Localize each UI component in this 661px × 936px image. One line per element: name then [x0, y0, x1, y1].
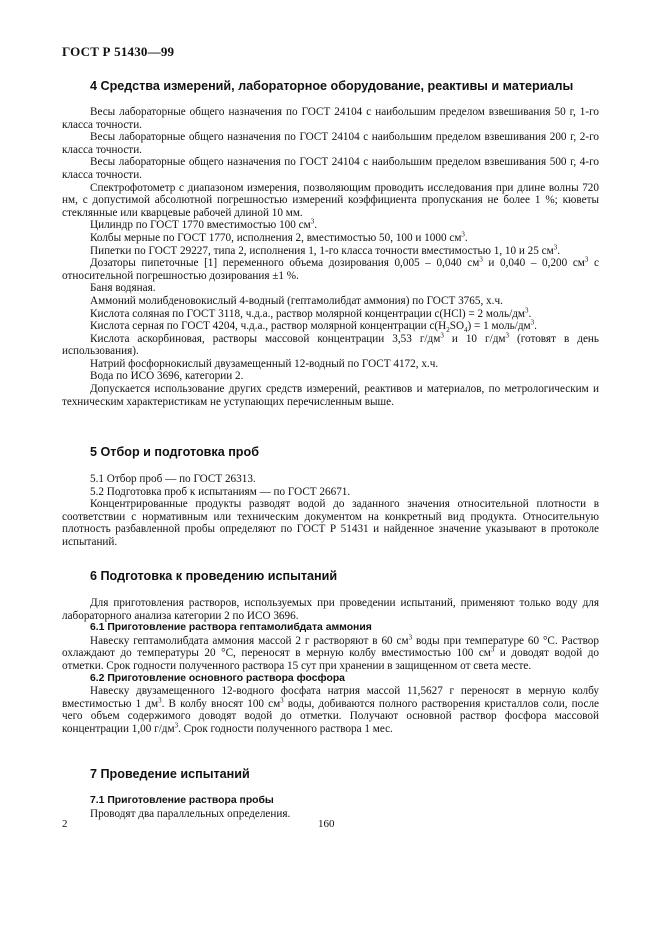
paragraph: Весы лабораторные общего назначения по ГОСТ 24104 с наибольшим пределом взвешивания 200 г, 2-го класса точности.	[62, 131, 599, 156]
section-6-title: 6 Подготовка к проведению испытаний	[90, 569, 338, 583]
section-7-body	[62, 795, 599, 820]
paragraph: Спектрофотометр с диапазоном измерения, позволяющим проводить исследования при длине волны 720 нм, с допустимой абсолютной погрешностью измерений коэффициента пропускания не более 1 %; кюветы стеклянные или кварцевые рабочей длиной 10 мм.	[62, 181, 599, 219]
paragraph: Для приготовления растворов, используемых при проведении испытаний, применяют только воду для лабораторного анализа категории 2 по ИСО 3696.	[62, 597, 599, 622]
paragraph: Навеску двузамещенного 12-водного фосфата натрия массой 11,5627 г переносят в мерную колбу вместимостью 1 $дм^3$. В колбу вносят 100 $см^3$ воды, добиваются полного растворения кристаллов соли, после чего объем содержимого доводят водой до отметки. Получают основной раствор фосфора массовой концентрации 1,00 $г/дм^3$. Срок годности полученного раствора 1 мес.	[62, 685, 600, 735]
paragraph: Пипетки по ГОСТ 29227, типа 2, исполнения 1, 1-го класса точности вместимостью 1, 10 и 25 $см^3$.	[90, 242, 561, 257]
section-4	[62, 78, 599, 94]
section-7	[62, 766, 599, 782]
paragraph: 5.2 Подготовка проб к испытаниям — по ГОСТ 26671.	[90, 485, 351, 498]
paragraph: Весы лабораторные общего назначения по ГОСТ 24104 с наибольшим пределом взвешивания 500 г, 4-го класса точности.	[62, 156, 599, 181]
subsection-7-1-title: 7.1 Приготовление раствора пробы	[90, 795, 274, 806]
section-4-title: 4 Средства измерений, лабораторное оборудование, реактивы и материалы	[90, 79, 574, 93]
paragraph: Допускается использование других средств измерений, реактивов и материалов, по метрологическим и техническим характеристикам не уступающих перечисленным выше.	[62, 383, 599, 408]
paragraph: Кислота соляная по ГОСТ 3118, ч.д.а., раствор молярной концентрации c(HCl) = 2 моль/$дм^3$.	[90, 305, 532, 320]
paragraph: Концентрированные продукты разводят водой до заданного значения относительной плотности в соответствии с нормативным или техническим документом на конкретный вид продукта. Относительную плотность разбавленной пробы определяют по ГОСТ Р 51431 и найденное значение указывают в протоколе испытаний.	[62, 498, 599, 548]
page-number-center: 160	[318, 818, 335, 830]
paragraph: Вода по ИСО 3696, категории 2.	[90, 370, 244, 383]
paragraph: Аммоний молибденовокислый 4-водный (гептамолибдат аммония) по ГОСТ 3765, х.ч.	[90, 294, 503, 307]
paragraph: Дозаторы пипеточные [1] переменного объема дозирования 0,005 – 0,040 $см^3$ и 0,040 – 0,200 $см^3$ с относительной погрешностью дозирования ±1 %.	[62, 255, 599, 282]
paragraph: Баня водяная.	[90, 282, 156, 295]
standard-header: ГОСТ Р 51430—99	[62, 44, 175, 59]
paragraph: Колбы мерные по ГОСТ 1770, исполнения 2, вместимостью 50, 100 и 1000 $см^3$.	[90, 230, 468, 244]
paragraph: Кислота серная по ГОСТ 4204, ч.д.а., раствор молярной концентрации $c(H_2SO_4) = 1$ моль/$дм^3$.	[90, 318, 537, 335]
paragraph: Кислота аскорбиновая, растворы массовой концентрации 3,53 $г/дм^3$ и 10 $г/дм^3$ (готовят в день использования).	[62, 330, 600, 358]
paragraph: 5.1 Отбор проб — по ГОСТ 26313.	[90, 473, 256, 485]
section-5-title: 5 Отбор и подготовка проб	[90, 445, 259, 459]
section-7-title: 7 Проведение испытаний	[90, 767, 250, 781]
paragraph: Навеску гептамолибдата аммония массой 2 г растворяют в 60 $см^3$ воды при температуре 60 °С. Раствор охлаждают до температуры 20 °С, переносят в мерную колбу вместимостью 100 $см^3$ и доводят водой до отметки. Срок годности полученного раствора 15 сут при хранении в защищенном от света месте.	[62, 633, 599, 672]
paragraph: Проводят два параллельных определения.	[90, 807, 291, 820]
paragraph: Натрий фосфорнокислый двузамещенный 12-водный по ГОСТ 4172, х.ч.	[90, 357, 439, 370]
section-6	[62, 568, 599, 584]
page-number-left: 2	[62, 818, 68, 830]
paragraph: Весы лабораторные общего назначения по ГОСТ 24104 с наибольшим пределом взвешивания 50 г, 1-го класса точности.	[62, 106, 599, 131]
subsection-6-2-title: 6.2 Приготовление основного раствора фосфора	[90, 672, 345, 684]
subsection-6-1-title: 6.1 Приготовление раствора гептамолибдата аммония	[90, 622, 372, 634]
section-4-body	[62, 106, 599, 408]
section-5	[62, 444, 599, 460]
section-6-body	[62, 597, 599, 736]
paragraph: Цилиндр по ГОСТ 1770 вместимостью 100 $см^3$.	[90, 217, 317, 232]
section-5-body	[62, 473, 599, 549]
